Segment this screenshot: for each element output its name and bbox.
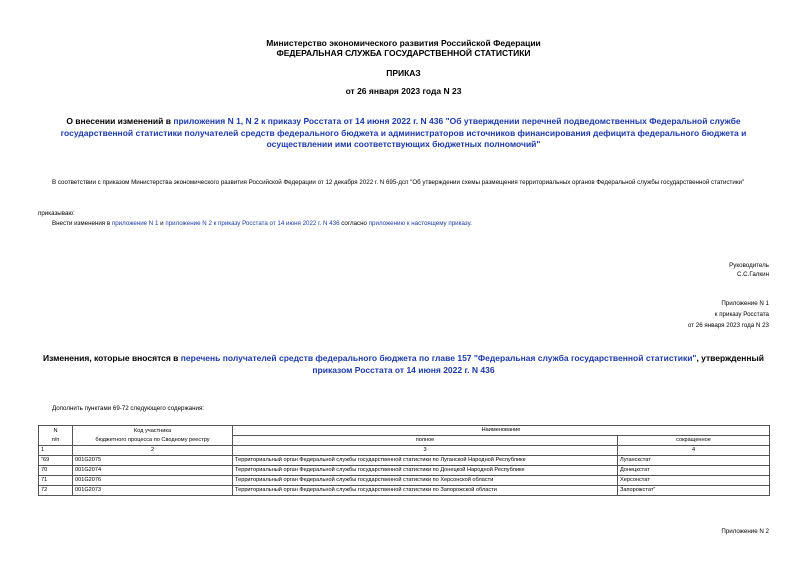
row-full-name: Территориальный орган Федеральной службы государственной статистики по Донецкой Народной Республике	[233, 466, 618, 476]
link-order-436[interactable]: приказом Росстата от 14 июня 2022 г. N 436	[312, 364, 495, 375]
service-name: ФЕДЕРАЛЬНАЯ СЛУЖБА ГОСУДАРСТВЕННОЙ СТАТИСТИКИ	[276, 48, 531, 58]
title-link[interactable]: приложения N 1, N 2 к приказу Росстата от 14 июня 2022 г. N 436 "Об утверждении перечней подведомственных Федеральной службе государственной статистики получателей средств федерального бюджета и администраторов источников финансирования дефицита федерального бюджета и осуществлении ими соответствующих бюджетных полномочий"	[60, 116, 747, 149]
column-number: 2	[73, 446, 233, 456]
table-row	[39, 456, 770, 466]
document-type: ПРИКАЗ	[386, 68, 421, 78]
row-code: 001G2073	[73, 486, 233, 496]
ministry-name: Министерство экономического развития Российской Федерации	[266, 38, 541, 48]
row-short-name: Запорожстат"	[618, 486, 770, 496]
order-end: .	[470, 220, 472, 227]
row-full-name: Территориальный орган Федеральной службы государственной статистики по Луганской Народной Республике	[233, 456, 618, 466]
appendix1-ref: к приказу Росстата	[714, 311, 769, 318]
row-full-name: Территориальный орган Федеральной службы государственной статистики по Херсонской области	[233, 476, 618, 486]
table-row	[39, 466, 770, 476]
supplement-text: Дополнить пунктами 69-72 следующего содержания:	[52, 405, 205, 412]
table-row	[39, 486, 770, 496]
signer-role: Руководитель	[729, 262, 769, 269]
row-number: 70	[39, 466, 73, 476]
column-number: 4	[618, 446, 770, 456]
order-word: приказываю:	[38, 210, 75, 217]
header-code: Код участника	[73, 426, 233, 436]
header-pp: п/п	[39, 436, 73, 446]
link-appendix-2[interactable]: приложение N 2 к приказу Росстата от 14 июня 2022 г. N 436	[165, 220, 340, 227]
row-code: 001G2074	[73, 466, 233, 476]
row-number: 71	[39, 476, 73, 486]
order-and: и	[158, 220, 166, 227]
order-paragraph	[52, 220, 472, 227]
header-short: сокращенное	[618, 436, 770, 446]
document-date: от 26 января 2023 года N 23	[345, 86, 462, 96]
appendix2-label: Приложение N 2	[721, 528, 769, 535]
signer-name: С.С.Галкин	[736, 271, 769, 278]
row-number: "69	[39, 456, 73, 466]
link-appendix-1[interactable]: приложение N 1	[111, 220, 159, 227]
order-mid: согласно	[339, 220, 369, 227]
recipients-table	[38, 425, 770, 496]
row-short-name: Донецкстат	[618, 466, 770, 476]
row-code: 001G2075	[73, 456, 233, 466]
appendix1-date: от 26 января 2023 года N 23	[687, 322, 769, 329]
row-number: 72	[39, 486, 73, 496]
order-prefix: Внести изменения в	[52, 220, 112, 227]
header-full: полное	[233, 436, 618, 446]
table-row	[39, 476, 770, 486]
appendix1-label: Приложение N 1	[721, 300, 769, 307]
link-recipients-list[interactable]: перечень получателей средств федерального бюджета по главе 157 "Федеральная служба государственной статистики"	[180, 353, 697, 363]
title-prefix: О внесении изменений в	[66, 116, 174, 126]
row-short-name: Луганскстат	[618, 456, 770, 466]
changes-title-mid: , утвержденный	[696, 353, 764, 363]
link-attachment[interactable]: приложению к настоящему приказу	[368, 220, 471, 227]
header-code-sub: бюджетного процесса по Сводному реестру	[73, 436, 233, 446]
row-short-name: Херсонстат	[618, 476, 770, 486]
changes-title	[40, 353, 767, 376]
row-full-name: Территориальный орган Федеральной службы государственной статистики по Запорожской области	[233, 486, 618, 496]
preamble-paragraph: В соответствии с приказом Министерства экономического развития Российской Федерации от 12 декабря 2022 г. N 695-дсп "Об утверждении схемы размещения территориальных органов Федеральной службы государственной статистики"	[52, 179, 745, 186]
document-title	[40, 116, 767, 151]
column-number: 1	[39, 446, 73, 456]
row-code: 001G2076	[73, 476, 233, 486]
header-name: Наименование	[233, 426, 770, 436]
column-number: 3	[233, 446, 618, 456]
changes-title-prefix: Изменения, которые вносятся в	[43, 353, 181, 363]
header-n: N	[39, 426, 73, 436]
